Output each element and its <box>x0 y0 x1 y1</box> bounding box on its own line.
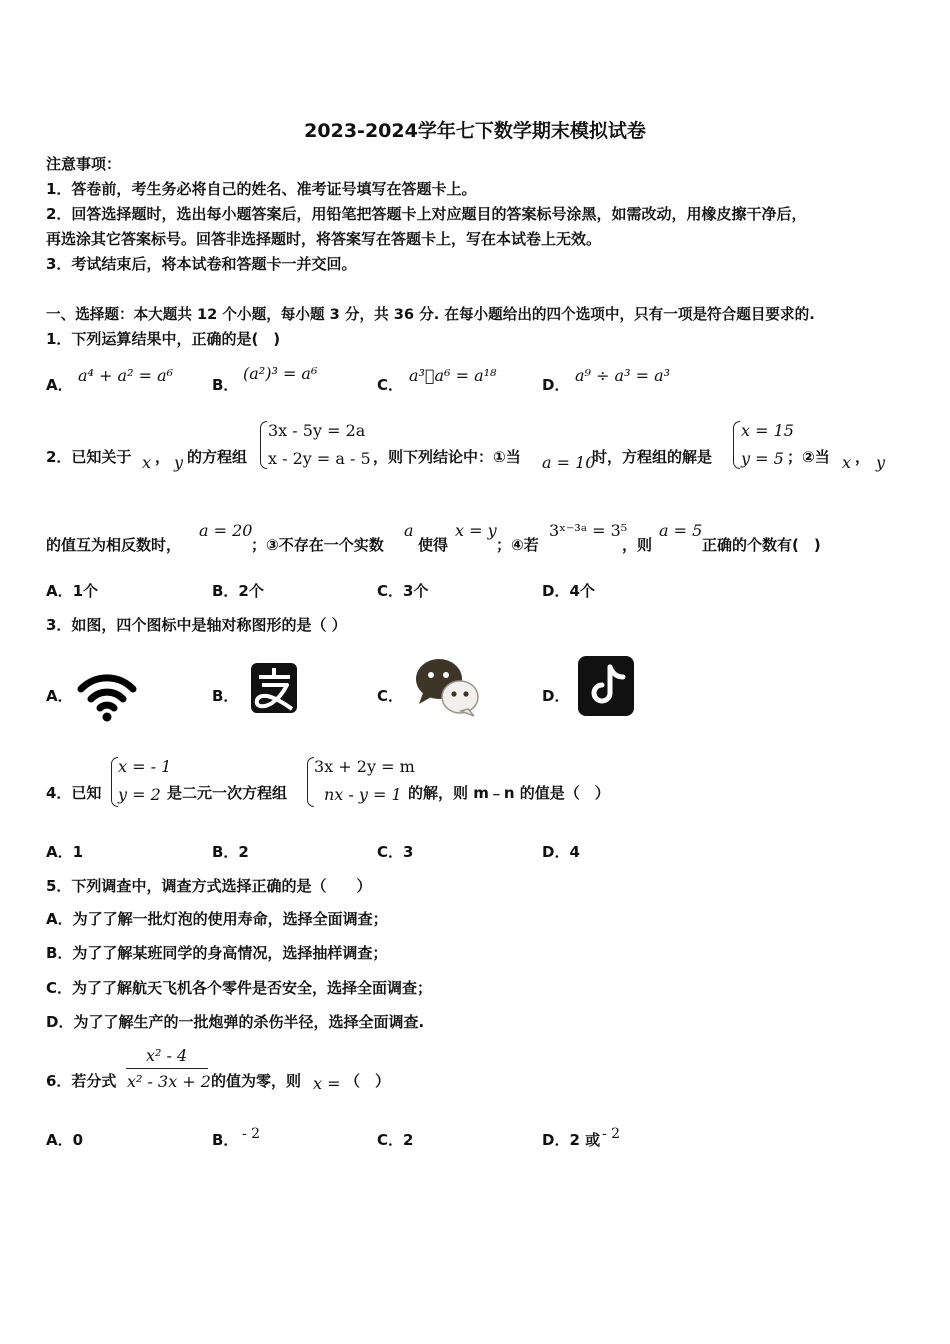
q2-option-c: C．3个 <box>377 582 429 600</box>
q2-line2-text-c: 使得 <box>418 536 449 554</box>
q4-option-d: D．4 <box>542 843 580 861</box>
q6-text-3: （ ） <box>345 1072 391 1090</box>
q2-sep2: ， <box>855 448 871 466</box>
alipay-icon <box>250 662 298 714</box>
q5-option-c: C．为了了解航天飞机各个零件是否安全，选择全面调查； <box>46 979 433 997</box>
section-heading: 一、选择题：本大题共 12 个小题，每小题 3 分，共 36 分. 在每小题给出的四个选项中，只有一项是符合题目要求的. <box>46 306 815 323</box>
q6-option-d-value: - 2 <box>602 1126 621 1142</box>
page-title: 2023-2024学年七下数学期末模拟试卷 <box>304 120 646 142</box>
notice-item-2: 2．回答选择题时，选出每小题答案后，用铅笔把答题卡上对应题目的答案标号涂黑，如需改动，用橡皮擦干净后， <box>46 205 807 223</box>
q2-text-3: ，则下列结论中：①当 <box>373 448 521 466</box>
q4-text-1: 4．已知 <box>46 784 102 802</box>
q4-solution-brace <box>111 757 118 807</box>
q6-option-d-label: D．2 或 <box>542 1131 601 1149</box>
q1-option-b-label: B． <box>212 376 239 394</box>
q5-option-a: A．为了了解一批灯泡的使用寿命，选择全面调查； <box>46 910 388 928</box>
q4-sol-x: x = - 1 <box>118 757 172 776</box>
q2-cond1: a = 10 <box>542 453 596 472</box>
q2-var-y2: y <box>876 453 886 472</box>
q2-var-a: a <box>404 521 414 540</box>
q4-sol-y: y = 2 <box>118 785 161 804</box>
q4-text-3: 的解，则 m﹣n 的值是（ ） <box>408 784 610 802</box>
q2-solution-brace <box>733 421 740 469</box>
q2-cond2: a = 20 <box>199 521 253 540</box>
q2-eq2: x - 2y = a - 5 <box>268 449 371 468</box>
q6-option-b-value: - 2 <box>242 1126 261 1142</box>
q6-option-c: C．2 <box>377 1131 414 1149</box>
q2-text-2: 的方程组 <box>187 448 248 466</box>
q3-option-b-label: B． <box>212 687 239 705</box>
q2-cond3: x = y <box>455 521 497 540</box>
q6-fraction-numerator: x² - 4 <box>146 1046 188 1065</box>
tiktok-icon <box>577 655 635 717</box>
q1-option-c-label: C． <box>377 376 404 394</box>
q1-stem: 1．下列运算结果中，正确的是( ) <box>46 330 281 348</box>
q2-line2-text-a: 的值互为相反数时， <box>46 536 182 554</box>
q6-text-2: 的值为零，则 <box>211 1072 302 1090</box>
q4-option-c: C．3 <box>377 843 414 861</box>
q6-fraction-denominator: x² - 3x + 2 <box>127 1072 211 1091</box>
q2-option-b: B．2个 <box>212 582 264 600</box>
q2-option-a: A．1个 <box>46 582 99 600</box>
q1-option-c-expr: a³⃞a⁶ = a¹⁸ <box>409 366 497 385</box>
q2-text-1: 2．已知关于 <box>46 448 132 466</box>
q4-eq1: 3x + 2y = m <box>314 757 415 776</box>
q3-option-d-label: D． <box>542 687 570 705</box>
q2-text-5: ；②当 <box>787 448 830 466</box>
q2-line2-text-f: 正确的个数有( ) <box>702 536 821 554</box>
q3-option-a-label: A． <box>46 687 73 705</box>
q1-option-d-label: D． <box>542 376 570 394</box>
q2-sol2: y = 5 <box>741 449 784 468</box>
q2-text-4: 时，方程组的解是 <box>592 448 713 466</box>
q2-sep: ， <box>155 448 171 466</box>
q2-line2-text-d: ；④若 <box>496 536 539 554</box>
q2-line2-text-e: ，则 <box>622 536 653 554</box>
q5-stem: 5．下列调查中，调查方式选择正确的是（ ） <box>46 877 372 895</box>
q6-option-a: A．0 <box>46 1131 84 1149</box>
q2-option-d: D．4个 <box>542 582 595 600</box>
q2-cond4: 3ˣ⁻³ᵃ = 3⁵ <box>549 521 628 540</box>
q5-option-d: D．为了了解生产的一批炮弹的杀伤半径，选择全面调查. <box>46 1013 425 1031</box>
q2-var-x: x <box>142 453 152 472</box>
q4-system-brace <box>307 757 314 807</box>
q6-x-equals: x = <box>313 1074 341 1093</box>
q6-fraction-bar <box>126 1068 208 1069</box>
q2-cond5: a = 5 <box>659 521 703 540</box>
q2-sol1: x = 15 <box>741 421 794 440</box>
q1-option-a-expr: a⁴ + a² = a⁶ <box>78 366 174 385</box>
q1-option-b-expr: (a²)³ = a⁶ <box>243 364 318 383</box>
q2-var-y: y <box>174 453 184 472</box>
q5-option-b: B．为了了解某班同学的身高情况，选择抽样调查； <box>46 944 388 962</box>
q4-option-a: A．1 <box>46 843 84 861</box>
notice-item-1: 1．答卷前，考生务必将自己的姓名、准考证号填写在答题卡上。 <box>46 180 477 198</box>
q4-option-b: B．2 <box>212 843 249 861</box>
notice-item-3: 3．考试结束后，将本试卷和答题卡一并交回。 <box>46 255 357 273</box>
q4-eq2: nx - y = 1 <box>324 785 402 804</box>
q2-line2-text-b: ；③不存在一个实数 <box>251 536 384 554</box>
q2-var-x2: x <box>842 453 852 472</box>
q1-option-a-label: A． <box>46 376 73 394</box>
q2-system-brace <box>260 421 267 469</box>
q1-option-d-expr: a⁹ ÷ a³ = a³ <box>575 366 671 385</box>
q3-option-c-label: C． <box>377 687 404 705</box>
q3-stem: 3．如图，四个图标中是轴对称图形的是（ ） <box>46 616 347 634</box>
notice-heading: 注意事项： <box>46 155 122 173</box>
wechat-icon <box>414 655 480 717</box>
q2-eq1: 3x - 5y = 2a <box>268 421 366 440</box>
wifi-icon <box>76 667 138 723</box>
notice-item-2-cont: 再选涂其它答案标号。回答非选择题时，将答案写在答题卡上，写在本试卷上无效。 <box>46 230 602 248</box>
q6-option-b-label: B． <box>212 1131 239 1149</box>
q6-text-1: 6．若分式 <box>46 1072 117 1090</box>
q4-text-2: 是二元一次方程组 <box>167 784 288 802</box>
